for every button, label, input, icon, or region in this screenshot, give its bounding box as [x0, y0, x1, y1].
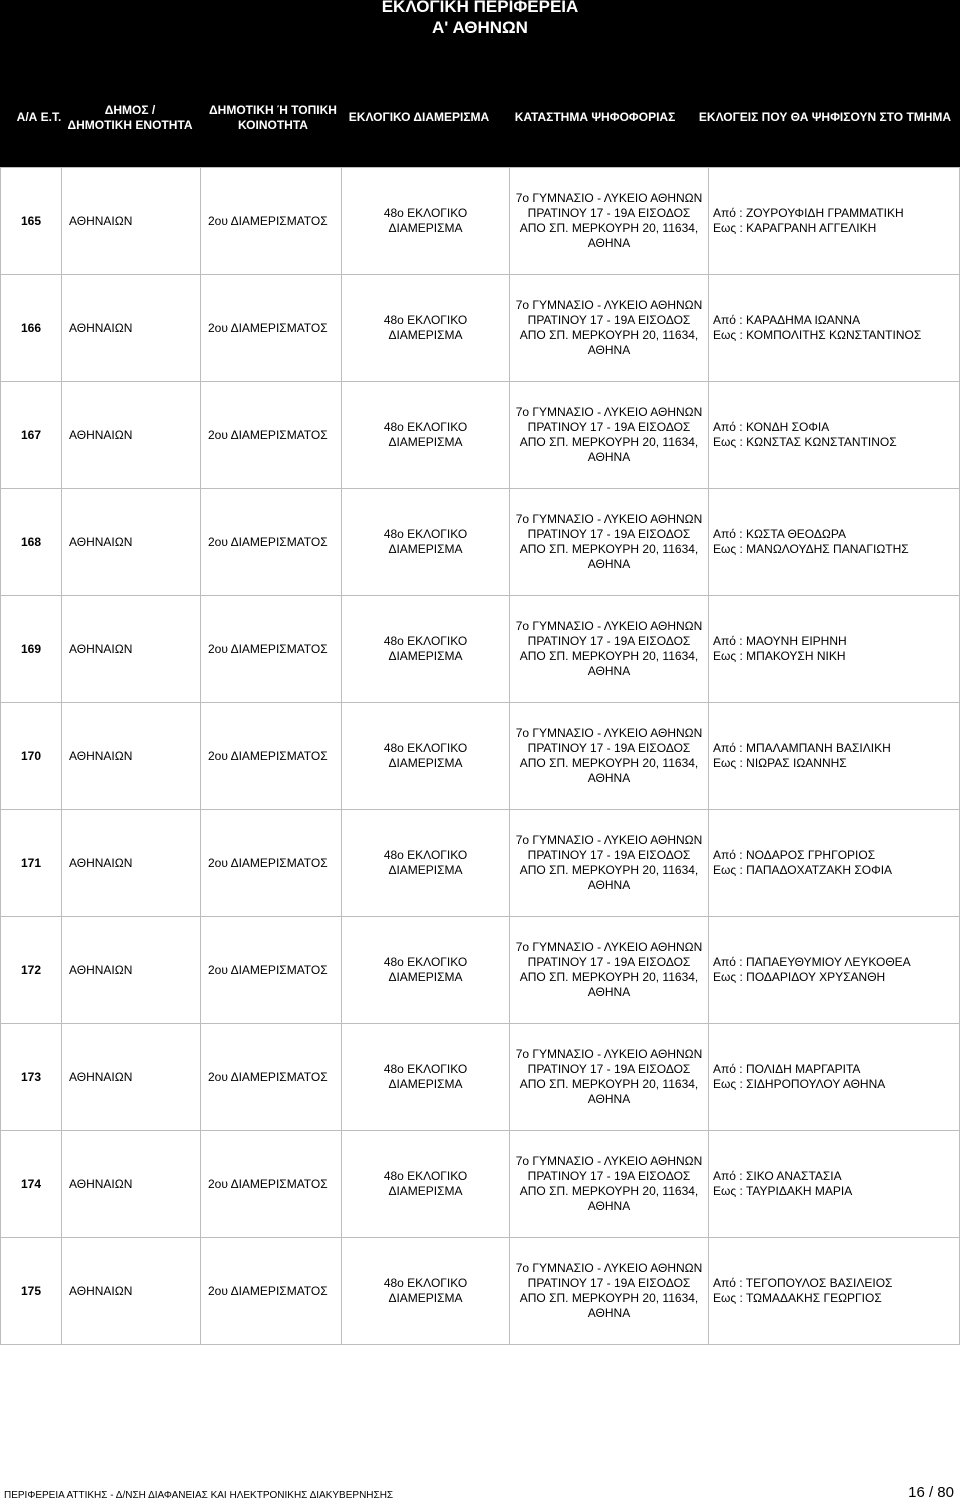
district-line: 48ο ΕΚΛΟΓΙΚΟ	[383, 1062, 468, 1076]
row-municipality: ΑΘΗΝΑΙΩΝ	[62, 382, 201, 489]
table-row	[1, 596, 960, 703]
header-col-polling-station: ΚΑΤΑΣΤΗΜΑ ΨΗΦΟΦΟΡΙΑΣ	[514, 110, 676, 124]
row-district	[342, 1238, 510, 1345]
row-municipality: ΑΘΗΝΑΙΩΝ	[62, 1024, 201, 1131]
station-line: ΑΠΟ ΣΠ. ΜΕΡΚΟΥΡΗ 20, 11634,	[519, 756, 699, 770]
station-line: ΠΡΑΤΙΝΟΥ 17 - 19Α ΕΙΣΟΔΟΣ	[527, 634, 691, 648]
voters-to: Εως : ΣΙΔΗΡΟΠΟΥΛΟΥ ΑΘΗΝΑ	[713, 1077, 886, 1091]
station-line: 7ο ΓΥΜΝΑΣΙΟ - ΛΥΚΕΙΟ ΑΘΗΝΩΝ	[515, 726, 703, 740]
row-municipality: ΑΘΗΝΑΙΩΝ	[62, 275, 201, 382]
row-unit: 2ου ΔΙΑΜΕΡΙΣΜΑΤΟΣ	[201, 1024, 342, 1131]
voters-from: Από : ΤΕΓΟΠΟΥΛΟΣ ΒΑΣΙΛΕΙΟΣ	[713, 1276, 893, 1290]
district-line: ΔΙΑΜΕΡΙΣΜΑ	[388, 542, 463, 556]
station-line: ΑΠΟ ΣΠ. ΜΕΡΚΟΥΡΗ 20, 11634,	[519, 328, 699, 342]
voters-from: Από : ΝΟΔΑΡΟΣ ΓΡΗΓΟΡΙΟΣ	[713, 848, 876, 862]
voters-to: Εως : ΜΠΑΚΟΥΣΗ ΝΙΚΗ	[713, 649, 846, 663]
voters-from: Από : ΚΟΝΔΗ ΣΟΦΙΑ	[713, 420, 830, 434]
station-line: ΑΘΗΝΑ	[587, 1199, 631, 1213]
row-unit: 2ου ΔΙΑΜΕΡΙΣΜΑΤΟΣ	[201, 1238, 342, 1345]
station-line: 7ο ΓΥΜΝΑΣΙΟ - ΛΥΚΕΙΟ ΑΘΗΝΩΝ	[515, 940, 703, 954]
voters-from: Από : ΠΟΛΙΔΗ ΜΑΡΓΑΡΙΤΑ	[713, 1062, 861, 1076]
row-polling-station	[510, 1131, 709, 1238]
station-line: ΑΘΗΝΑ	[587, 878, 631, 892]
footer-text: ΠΕΡΙΦΕΡΕΙΑ ΑΤΤΙΚΗΣ - Δ/ΝΣΗ ΔΙΑΦΑΝΕΙΑΣ ΚΑΙ ΗΛΕΚΤΡΟΝΙΚΗΣ ΔΙΑΚΥΒΕΡΝΗΣΗΣ	[4, 1490, 394, 1501]
row-municipality: ΑΘΗΝΑΙΩΝ	[62, 596, 201, 703]
row-number: 173	[1, 1024, 62, 1131]
row-district	[342, 489, 510, 596]
row-voters	[709, 1238, 960, 1345]
voters-from: Από : ΣΙΚΟ ΑΝΑΣΤΑΣΙΑ	[713, 1169, 842, 1183]
district-line: 48ο ΕΚΛΟΓΙΚΟ	[383, 955, 468, 969]
row-polling-station	[510, 275, 709, 382]
table-row	[1, 703, 960, 810]
row-district	[342, 917, 510, 1024]
polling-table	[0, 167, 960, 1345]
station-line: ΑΠΟ ΣΠ. ΜΕΡΚΟΥΡΗ 20, 11634,	[519, 863, 699, 877]
voters-to: Εως : ΚΟΜΠΟΛΙΤΗΣ ΚΩΝΣΤΑΝΤΙΝΟΣ	[713, 328, 922, 342]
district-line: ΔΙΑΜΕΡΙΣΜΑ	[388, 1184, 463, 1198]
row-municipality: ΑΘΗΝΑΙΩΝ	[62, 489, 201, 596]
table-row	[1, 382, 960, 489]
row-number: 165	[1, 168, 62, 275]
station-line: ΑΠΟ ΣΠ. ΜΕΡΚΟΥΡΗ 20, 11634,	[519, 649, 699, 663]
voters-from: Από : ΚΑΡΑΔΗΜΑ ΙΩΑΝΝΑ	[713, 313, 861, 327]
station-line: ΑΘΗΝΑ	[587, 557, 631, 571]
row-municipality: ΑΘΗΝΑΙΩΝ	[62, 168, 201, 275]
row-unit: 2ου ΔΙΑΜΕΡΙΣΜΑΤΟΣ	[201, 596, 342, 703]
table-row	[1, 275, 960, 382]
table-row	[1, 168, 960, 275]
district-line: 48ο ΕΚΛΟΓΙΚΟ	[383, 313, 468, 327]
document-subtitle: Α' ΑΘΗΝΩΝ	[432, 18, 528, 37]
row-voters	[709, 810, 960, 917]
row-number: 166	[1, 275, 62, 382]
row-polling-station	[510, 917, 709, 1024]
row-unit: 2ου ΔΙΑΜΕΡΙΣΜΑΤΟΣ	[201, 703, 342, 810]
row-voters	[709, 382, 960, 489]
station-line: ΑΘΗΝΑ	[587, 236, 631, 250]
row-district	[342, 382, 510, 489]
row-voters	[709, 1131, 960, 1238]
row-municipality: ΑΘΗΝΑΙΩΝ	[62, 810, 201, 917]
row-district	[342, 810, 510, 917]
district-line: ΔΙΑΜΕΡΙΣΜΑ	[388, 435, 463, 449]
district-line: ΔΙΑΜΕΡΙΣΜΑ	[388, 328, 463, 342]
row-municipality: ΑΘΗΝΑΙΩΝ	[62, 1238, 201, 1345]
station-line: 7ο ΓΥΜΝΑΣΙΟ - ΛΥΚΕΙΟ ΑΘΗΝΩΝ	[515, 512, 703, 526]
table-row	[1, 917, 960, 1024]
station-line: ΠΡΑΤΙΝΟΥ 17 - 19Α ΕΙΣΟΔΟΣ	[527, 313, 691, 327]
station-line: ΠΡΑΤΙΝΟΥ 17 - 19Α ΕΙΣΟΔΟΣ	[527, 1062, 691, 1076]
station-line: ΑΘΗΝΑ	[587, 343, 631, 357]
header-col-district: ΕΚΛΟΓΙΚΟ ΔΙΑΜΕΡΙΣΜΑ	[348, 110, 490, 124]
row-polling-station	[510, 810, 709, 917]
row-number: 175	[1, 1238, 62, 1345]
district-line: ΔΙΑΜΕΡΙΣΜΑ	[388, 863, 463, 877]
row-voters	[709, 596, 960, 703]
district-line: 48ο ΕΚΛΟΓΙΚΟ	[383, 206, 468, 220]
district-line: ΔΙΑΜΕΡΙΣΜΑ	[388, 970, 463, 984]
row-polling-station	[510, 703, 709, 810]
row-unit: 2ου ΔΙΑΜΕΡΙΣΜΑΤΟΣ	[201, 810, 342, 917]
voters-from: Από : ΠΑΠΑΕΥΘΥΜΙΟΥ ΛΕΥΚΟΘΕΑ	[713, 955, 911, 969]
voters-to: Εως : ΝΙΩΡΑΣ ΙΩΑΝΝΗΣ	[713, 756, 847, 770]
row-voters	[709, 917, 960, 1024]
station-line: ΑΘΗΝΑ	[587, 450, 631, 464]
district-line: 48ο ΕΚΛΟΓΙΚΟ	[383, 420, 468, 434]
row-municipality: ΑΘΗΝΑΙΩΝ	[62, 1131, 201, 1238]
district-line: ΔΙΑΜΕΡΙΣΜΑ	[388, 1077, 463, 1091]
district-line: ΔΙΑΜΕΡΙΣΜΑ	[388, 649, 463, 663]
station-line: ΠΡΑΤΙΝΟΥ 17 - 19Α ΕΙΣΟΔΟΣ	[527, 206, 691, 220]
row-municipality: ΑΘΗΝΑΙΩΝ	[62, 703, 201, 810]
station-line: ΑΠΟ ΣΠ. ΜΕΡΚΟΥΡΗ 20, 11634,	[519, 1184, 699, 1198]
row-unit: 2ου ΔΙΑΜΕΡΙΣΜΑΤΟΣ	[201, 168, 342, 275]
station-line: 7ο ΓΥΜΝΑΣΙΟ - ΛΥΚΕΙΟ ΑΘΗΝΩΝ	[515, 191, 703, 205]
row-voters	[709, 168, 960, 275]
row-district	[342, 1131, 510, 1238]
row-unit: 2ου ΔΙΑΜΕΡΙΣΜΑΤΟΣ	[201, 917, 342, 1024]
row-number: 170	[1, 703, 62, 810]
row-number: 167	[1, 382, 62, 489]
voters-to: Εως : ΚΑΡΑΓΡΑΝΗ ΑΓΓΕΛΙΚΗ	[713, 221, 877, 235]
district-line: ΔΙΑΜΕΡΙΣΜΑ	[388, 756, 463, 770]
row-polling-station	[510, 382, 709, 489]
station-line: ΠΡΑΤΙΝΟΥ 17 - 19Α ΕΙΣΟΔΟΣ	[527, 1169, 691, 1183]
row-polling-station	[510, 1238, 709, 1345]
row-unit: 2ου ΔΙΑΜΕΡΙΣΜΑΤΟΣ	[201, 489, 342, 596]
row-district	[342, 168, 510, 275]
district-line: 48ο ΕΚΛΟΓΙΚΟ	[383, 848, 468, 862]
table-row	[1, 489, 960, 596]
station-line: ΠΡΑΤΙΝΟΥ 17 - 19Α ΕΙΣΟΔΟΣ	[527, 955, 691, 969]
district-line: 48ο ΕΚΛΟΓΙΚΟ	[383, 527, 468, 541]
row-number: 171	[1, 810, 62, 917]
row-voters	[709, 489, 960, 596]
station-line: 7ο ΓΥΜΝΑΣΙΟ - ΛΥΚΕΙΟ ΑΘΗΝΩΝ	[515, 619, 703, 633]
voters-to: Εως : ΤΑΥΡΙΔΑΚΗ ΜΑΡΙΑ	[713, 1184, 853, 1198]
document-title-bar	[0, 0, 960, 63]
table-header	[0, 63, 960, 167]
row-polling-station	[510, 489, 709, 596]
station-line: 7ο ΓΥΜΝΑΣΙΟ - ΛΥΚΕΙΟ ΑΘΗΝΩΝ	[515, 833, 703, 847]
row-unit: 2ου ΔΙΑΜΕΡΙΣΜΑΤΟΣ	[201, 275, 342, 382]
row-number: 168	[1, 489, 62, 596]
header-col-voters: ΕΚΛΟΓΕΙΣ ΠΟΥ ΘΑ ΨΗΦΙΣΟΥΝ ΣΤΟ ΤΜΗΜΑ	[698, 110, 952, 124]
voters-from: Από : ΜΠΑΛΑΜΠΑΝΗ ΒΑΣΙΛΙΚΗ	[713, 741, 891, 755]
station-line: 7ο ΓΥΜΝΑΣΙΟ - ΛΥΚΕΙΟ ΑΘΗΝΩΝ	[515, 1154, 703, 1168]
voters-to: Εως : ΤΩΜΑΔΑΚΗΣ ΓΕΩΡΓΙΟΣ	[713, 1291, 882, 1305]
station-line: ΑΠΟ ΣΠ. ΜΕΡΚΟΥΡΗ 20, 11634,	[519, 1291, 699, 1305]
station-line: 7ο ΓΥΜΝΑΣΙΟ - ΛΥΚΕΙΟ ΑΘΗΝΩΝ	[515, 1261, 703, 1275]
station-line: ΑΘΗΝΑ	[587, 1306, 631, 1320]
row-district	[342, 703, 510, 810]
row-district	[342, 596, 510, 703]
row-polling-station	[510, 596, 709, 703]
district-line: 48ο ΕΚΛΟΓΙΚΟ	[383, 1169, 468, 1183]
row-municipality: ΑΘΗΝΑΙΩΝ	[62, 917, 201, 1024]
row-polling-station	[510, 168, 709, 275]
station-line: ΑΘΗΝΑ	[587, 985, 631, 999]
station-line: ΑΠΟ ΣΠ. ΜΕΡΚΟΥΡΗ 20, 11634,	[519, 221, 699, 235]
row-unit: 2ου ΔΙΑΜΕΡΙΣΜΑΤΟΣ	[201, 382, 342, 489]
voters-to: Εως : ΠΑΠΑΔΟΧΑΤΖΑΚΗ ΣΟΦΙΑ	[713, 863, 893, 877]
station-line: ΠΡΑΤΙΝΟΥ 17 - 19Α ΕΙΣΟΔΟΣ	[527, 1276, 691, 1290]
table-row	[1, 1131, 960, 1238]
station-line: ΑΠΟ ΣΠ. ΜΕΡΚΟΥΡΗ 20, 11634,	[519, 435, 699, 449]
page-number: 16 / 80	[908, 1484, 954, 1501]
station-line: ΠΡΑΤΙΝΟΥ 17 - 19Α ΕΙΣΟΔΟΣ	[527, 848, 691, 862]
station-line: ΠΡΑΤΙΝΟΥ 17 - 19Α ΕΙΣΟΔΟΣ	[527, 420, 691, 434]
table-row	[1, 810, 960, 917]
station-line: ΑΠΟ ΣΠ. ΜΕΡΚΟΥΡΗ 20, 11634,	[519, 542, 699, 556]
district-line: ΔΙΑΜΕΡΙΣΜΑ	[388, 1291, 463, 1305]
row-polling-station	[510, 1024, 709, 1131]
row-district	[342, 275, 510, 382]
station-line: ΑΘΗΝΑ	[587, 664, 631, 678]
voters-from: Από : ΖΟΥΡΟΥΦΙΔΗ ΓΡΑΜΜΑΤΙΚΗ	[713, 206, 904, 220]
header-col-community: ΔΗΜΟΤΙΚΗ Ή ΤΟΠΙΚΗ ΚΟΙΝΟΤΗΤΑ	[209, 103, 337, 132]
row-voters	[709, 275, 960, 382]
station-line: ΑΘΗΝΑ	[587, 1092, 631, 1106]
station-line: 7ο ΓΥΜΝΑΣΙΟ - ΛΥΚΕΙΟ ΑΘΗΝΩΝ	[515, 1047, 703, 1061]
district-line: 48ο ΕΚΛΟΓΙΚΟ	[383, 634, 468, 648]
voters-from: Από : ΜΑΟΥΝΗ ΕΙΡΗΝΗ	[713, 634, 847, 648]
district-line: 48ο ΕΚΛΟΓΙΚΟ	[383, 741, 468, 755]
station-line: ΑΘΗΝΑ	[587, 771, 631, 785]
voters-to: Εως : ΚΩΝΣΤΑΣ ΚΩΝΣΤΑΝΤΙΝΟΣ	[713, 435, 897, 449]
station-line: 7ο ΓΥΜΝΑΣΙΟ - ΛΥΚΕΙΟ ΑΘΗΝΩΝ	[515, 405, 703, 419]
table-row	[1, 1238, 960, 1345]
row-district	[342, 1024, 510, 1131]
station-line: ΑΠΟ ΣΠ. ΜΕΡΚΟΥΡΗ 20, 11634,	[519, 970, 699, 984]
row-voters	[709, 703, 960, 810]
row-number: 169	[1, 596, 62, 703]
header-col-municipality: ΔΗΜΟΣ / ΔΗΜΟΤΙΚΗ ΕΝΟΤΗΤΑ	[67, 103, 193, 132]
row-number: 172	[1, 917, 62, 1024]
row-number: 174	[1, 1131, 62, 1238]
district-line: 48ο ΕΚΛΟΓΙΚΟ	[383, 1276, 468, 1290]
table-row	[1, 1024, 960, 1131]
station-line: ΠΡΑΤΙΝΟΥ 17 - 19Α ΕΙΣΟΔΟΣ	[527, 741, 691, 755]
district-line: ΔΙΑΜΕΡΙΣΜΑ	[388, 221, 463, 235]
row-voters	[709, 1024, 960, 1131]
voters-to: Εως : ΜΑΝΩΛΟΥΔΗΣ ΠΑΝΑΓΙΩΤΗΣ	[713, 542, 909, 556]
voters-from: Από : ΚΩΣΤΑ ΘΕΟΔΩΡΑ	[713, 527, 846, 541]
row-unit: 2ου ΔΙΑΜΕΡΙΣΜΑΤΟΣ	[201, 1131, 342, 1238]
header-col-aa: Α/Α Ε.Τ.	[16, 110, 62, 124]
station-line: 7ο ΓΥΜΝΑΣΙΟ - ΛΥΚΕΙΟ ΑΘΗΝΩΝ	[515, 298, 703, 312]
voters-to: Εως : ΠΟΔΑΡΙΔΟΥ ΧΡΥΣΑΝΘΗ	[713, 970, 886, 984]
document-title: ΕΚΛΟΓΙΚΗ ΠΕΡΙΦΕΡΕΙΑ	[381, 0, 579, 16]
station-line: ΠΡΑΤΙΝΟΥ 17 - 19Α ΕΙΣΟΔΟΣ	[527, 527, 691, 541]
station-line: ΑΠΟ ΣΠ. ΜΕΡΚΟΥΡΗ 20, 11634,	[519, 1077, 699, 1091]
